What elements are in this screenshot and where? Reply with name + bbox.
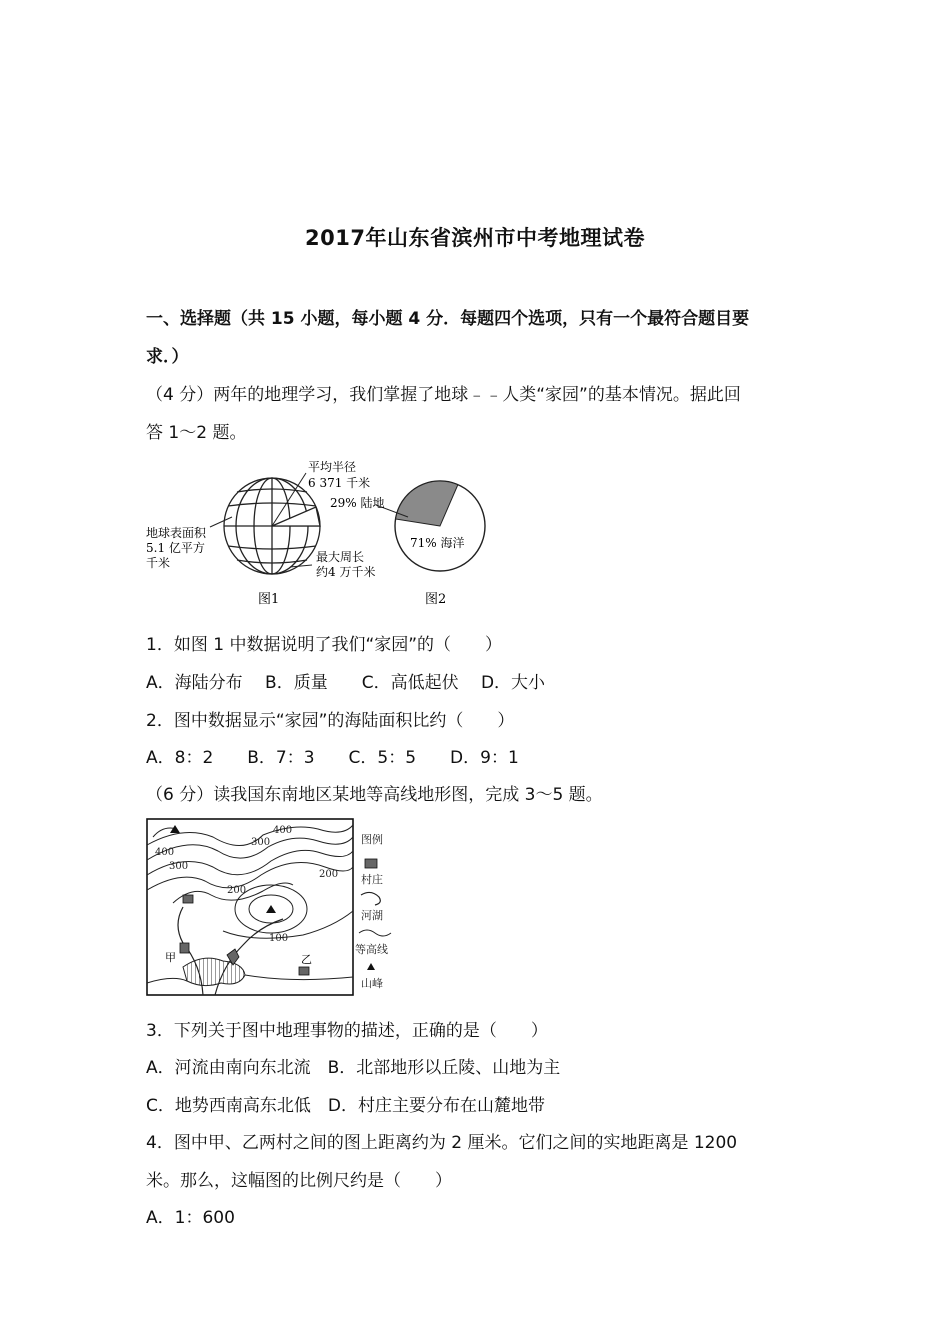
village-yi-icon xyxy=(299,967,309,975)
question-4-option-a: A．1：600 xyxy=(146,1208,235,1228)
figure1-caption: 图1 xyxy=(258,592,280,607)
ocean-label: 71% 海洋 xyxy=(410,536,465,550)
area-value: 5.1 亿平方 xyxy=(146,541,205,555)
figure-earth-diagram xyxy=(140,455,500,610)
group1-intro-cont: 答 1～2 题。 xyxy=(146,423,247,443)
village-yi-label: 乙 xyxy=(301,953,312,966)
radius-value: 6 371 千米 xyxy=(308,476,371,490)
circumference-label: 最大周长 xyxy=(316,550,365,564)
question-4: 4．图中甲、乙两村之间的图上距离约为 2 厘米。它们之间的实地距离是 1200 xyxy=(146,1133,738,1153)
map-legend xyxy=(355,832,391,990)
svg-text:400: 400 xyxy=(155,847,175,858)
area-label: 地球表面积 xyxy=(146,526,207,540)
svg-text:300: 300 xyxy=(169,861,189,872)
svg-text:100: 100 xyxy=(269,933,289,944)
legend-river-icon xyxy=(361,892,380,905)
question-3-options-cd: C．地势西南高东北低 D．村庄主要分布在山麓地带 xyxy=(146,1096,545,1116)
legend-contour: 等高线 xyxy=(355,943,388,956)
question-1: 1．如图 1 中数据说明了我们“家园”的（ ） xyxy=(146,635,503,655)
radius-label: 平均半径 xyxy=(308,460,357,474)
group1-intro: （4 分）两年的地理学习，我们掌握了地球﹣﹣人类“家园”的基本情况。据此回 xyxy=(146,385,741,405)
svg-text:200: 200 xyxy=(319,869,339,880)
legend-title: 图例 xyxy=(361,833,383,846)
legend-peak-icon xyxy=(367,963,375,970)
group2-intro: （6 分）读我国东南地区某地等高线地形图，完成 3～5 题。 xyxy=(146,785,603,805)
village-jia-label: 甲 xyxy=(165,951,176,964)
globe-cutout xyxy=(272,507,320,526)
question-3-options-ab: A．河流由南向东北流 B．北部地形以丘陵、山地为主 xyxy=(146,1058,561,1078)
area-unit: 千米 xyxy=(146,556,171,570)
legend-village-icon xyxy=(365,859,377,868)
question-4-cont: 米。那么，这幅图的比例尺约是（ ） xyxy=(146,1171,452,1191)
village-jia-icon xyxy=(180,943,189,953)
question-1-options: A．海陆分布 B．质量 C．高低起伏 D．大小 xyxy=(146,673,546,693)
question-2-options: A．8：2 B．7：3 C．5：5 D．9：1 xyxy=(146,748,519,768)
legend-peak: 山峰 xyxy=(361,977,383,990)
svg-text:300: 300 xyxy=(251,837,271,848)
question-2: 2．图中数据显示“家园”的海陆面积比约（ ） xyxy=(146,711,515,731)
circumference-value: 约4 万千米 xyxy=(316,565,376,579)
land-label: 29% 陆地 xyxy=(330,496,385,510)
figure2-caption: 图2 xyxy=(425,592,447,607)
section-heading-cont: 求．） xyxy=(146,347,189,367)
section-heading: 一、选择题（共 15 小题，每小题 4 分．每题四个选项，只有一个最符合题目要 xyxy=(146,309,750,329)
page-title: 2017年山东省滨州市中考地理试卷 xyxy=(305,226,645,250)
svg-text:400: 400 xyxy=(273,825,293,836)
figure-contour-map xyxy=(143,815,405,1000)
village-icon xyxy=(183,895,193,903)
legend-river: 河湖 xyxy=(361,909,383,922)
legend-village: 村庄 xyxy=(361,873,383,886)
question-3: 3．下列关于图中地理事物的描述，正确的是（ ） xyxy=(146,1021,548,1041)
legend-contour-icon xyxy=(359,930,391,936)
svg-text:200: 200 xyxy=(227,885,247,896)
